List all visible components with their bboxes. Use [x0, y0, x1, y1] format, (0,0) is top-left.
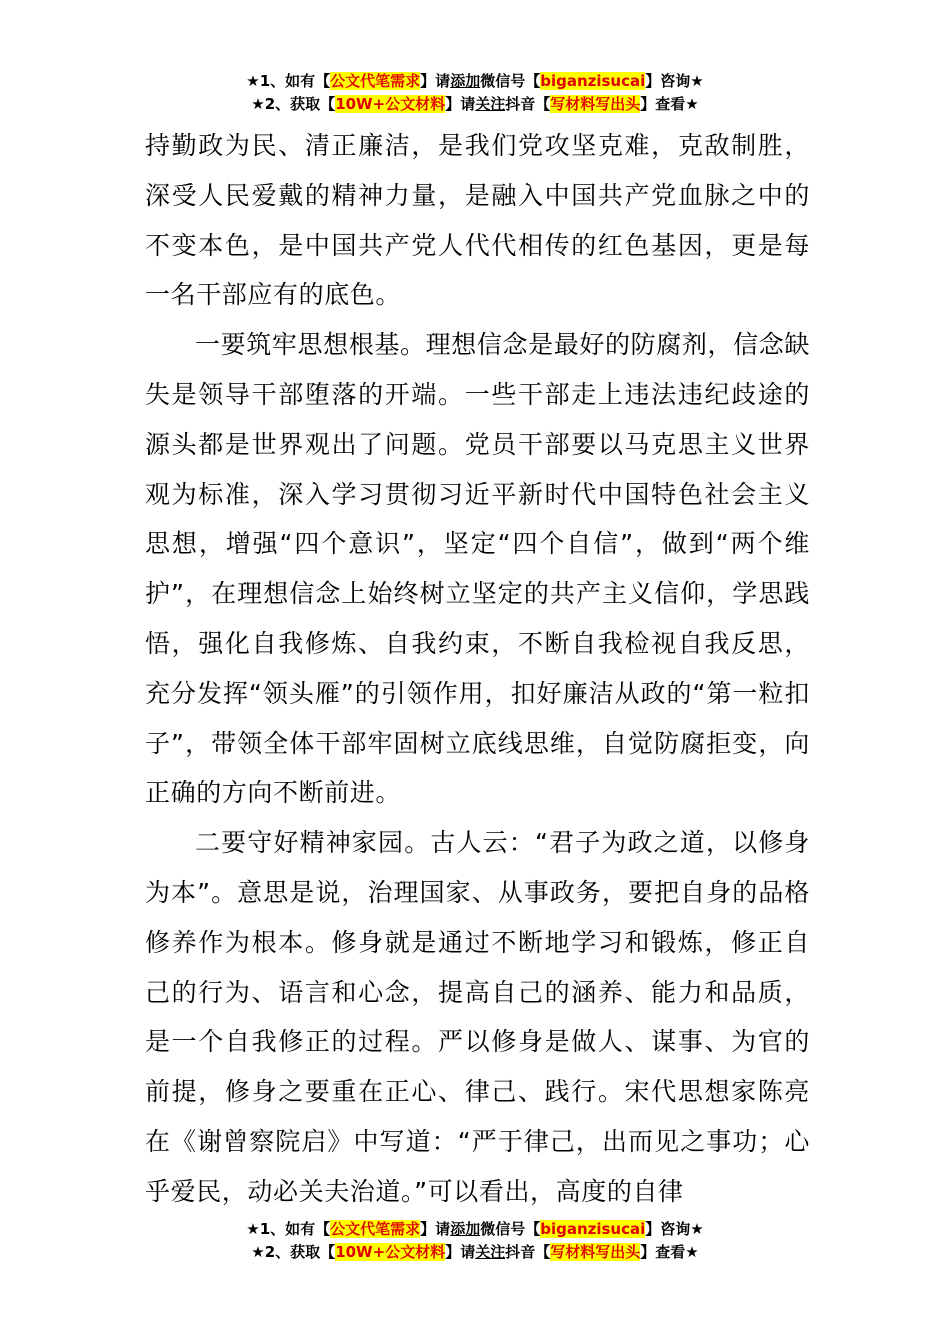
- highlight-douyin: 写材料写出头: [550, 95, 641, 113]
- underline-add: 添加: [450, 72, 481, 90]
- highlight-wechat-id: biganzisucai: [540, 1220, 646, 1238]
- banner-line-2: ★2、获取【10W+公文材料】请关注抖音【写材料写出头】查看★: [251, 95, 699, 113]
- highlight-wechat-id: biganzisucai: [540, 72, 646, 90]
- header-banner: [0, 70, 950, 116]
- banner-line-1: ★1、如有【公文代笔需求】请添加微信号【biganzisucai】咨询★: [246, 72, 704, 90]
- paragraph-2: 一要筑牢思想根基。理想信念是最好的防腐剂，信念缺失是领导干部堕落的开端。一些干部走上违法违纪歧途的源头都是世界观出了问题。党员干部要以马克思主义世界观为标准，深入学习贯彻习近平新时代中国特色社会主义思想，增强“四个意识”，坚定“四个自信”，做到“两个维护”，在理想信念上始终树立坚定的共产主义信仰，学思践悟，强化自我修炼、自我约束，不断自我检视自我反思，充分发挥“领头雁”的引领作用，扣好廉洁从政的“第一粒扣子”，带领全体干部牢固树立底线思维，自觉防腐拒变，向正确的方向不断前进。: [145, 330, 810, 808]
- underline-follow: 关注: [475, 95, 506, 113]
- paragraph-1: 持勤政为民、清正廉洁，是我们党攻坚克难，克敌制胜，深受人民爱戴的精神力量，是融入中国共产党血脉之中的不变本色，是中国共产党人代代相传的红色基因，更是每一名干部应有的底色。: [145, 131, 810, 310]
- highlight-douyin: 写材料写出头: [550, 1243, 641, 1261]
- banner-line-1: ★1、如有【公文代笔需求】请添加微信号【biganzisucai】咨询★: [246, 1220, 704, 1238]
- highlight-service: 公文代笔需求: [330, 72, 421, 90]
- underline-add: 添加: [450, 1220, 481, 1238]
- underline-follow: 关注: [475, 1243, 506, 1261]
- paragraph-3: 二要守好精神家园。古人云：“君子为政之道，以修身为本”。意思是说，治理国家、从事政务，要把自身的品格修养作为根本。修身就是通过不断地学习和锻炼，修正自己的行为、语言和心念，提高自己的涵养、能力和品质，是一个自我修正的过程。严以修身是做人、谋事、为官的前提，修身之要重在正心、律己、践行。宋代思想家陈亮在《谢曾察院启》中写道：“严于律己，出而见之事功；心乎爱民，动必关夫治道。”可以看出，高度的自律: [145, 828, 810, 1206]
- banner-line-2: ★2、获取【10W+公文材料】请关注抖音【写材料写出头】查看★: [251, 1243, 699, 1261]
- footer-banner: [0, 1218, 950, 1264]
- highlight-service: 公文代笔需求: [330, 1220, 421, 1238]
- document-body: [145, 121, 810, 1217]
- highlight-materials: 10W+公文材料: [335, 1243, 446, 1261]
- highlight-materials: 10W+公文材料: [335, 95, 446, 113]
